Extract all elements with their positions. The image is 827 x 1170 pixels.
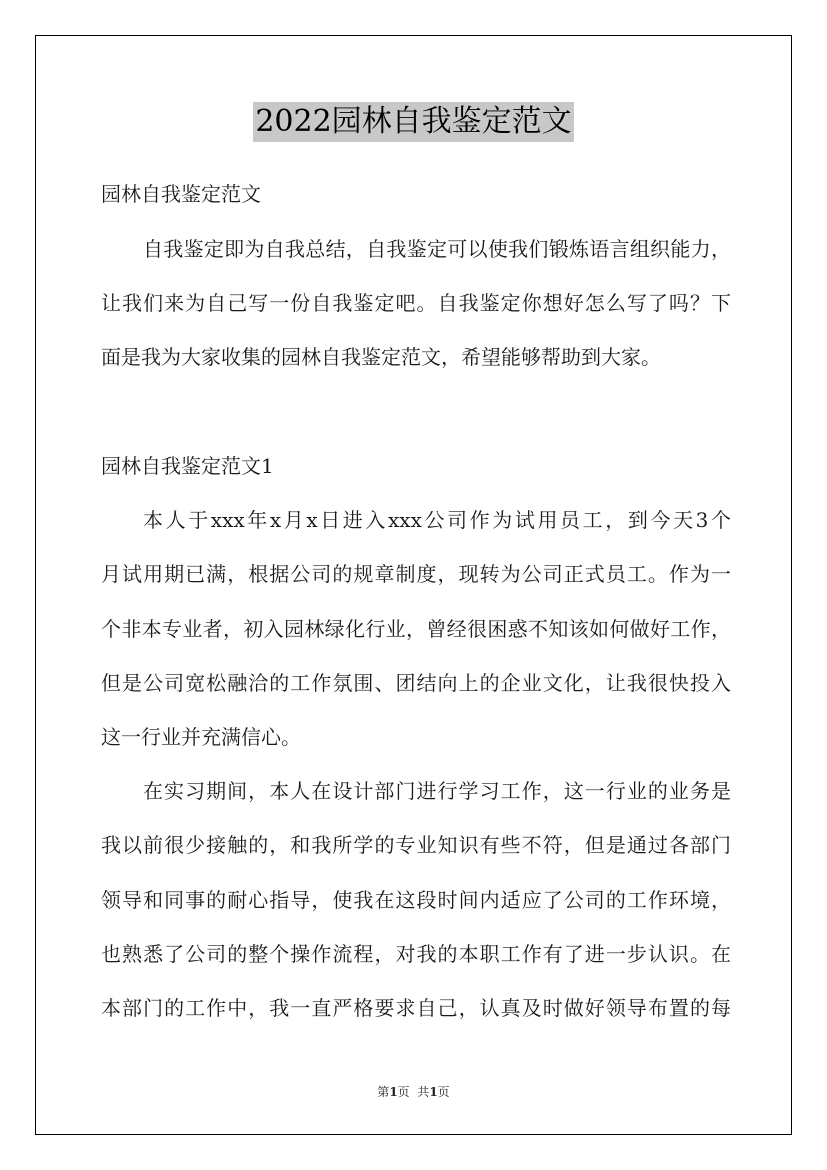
paragraph-line: 也熟悉了公司的整个操作流程，对我的本职工作有了进一步认识。在	[101, 942, 731, 966]
paragraph-line: 让我们来为自己写一份自我鉴定吧。自我鉴定你想好怎么写了吗？下	[101, 291, 731, 315]
footer-page-suffix: 页	[437, 1085, 450, 1099]
footer-page-current: 1	[389, 1085, 398, 1099]
footer-page-total: 1	[429, 1085, 438, 1099]
paragraph-line: 月试用期已满，根据公司的规章制度，现转为公司正式员工。作为一	[101, 562, 731, 586]
footer-page-mid: 页 共	[397, 1085, 430, 1099]
paragraph-line: 我以前很少接触的，和我所学的专业知识有些不符，但是通过各部门	[101, 833, 731, 857]
document-title: 2022园林自我鉴定范文	[253, 102, 573, 142]
footer-page-prefix: 第	[377, 1085, 390, 1099]
paragraph-line: 本人于xxx年x月x日进入xxx公司作为试用员工，到今天3个	[143, 508, 731, 532]
paragraph-line: 但是公司宽松融洽的工作氛围、团结向上的企业文化，让我很快投入	[101, 671, 731, 695]
section-heading-1: 园林自我鉴定范文1	[101, 454, 274, 478]
paragraph-line: 这一行业并充满信心。	[101, 725, 301, 749]
page-footer	[0, 1084, 827, 1100]
title-wrap	[0, 102, 827, 142]
paragraph-line: 自我鉴定即为自我总结，自我鉴定可以使我们锻炼语言组织能力，	[143, 237, 731, 261]
paragraph-line: 个非本专业者，初入园林绿化行业，曾经很困惑不知该如何做好工作，	[101, 617, 731, 641]
paragraph-line: 在实习期间，本人在设计部门进行学习工作，这一行业的业务是	[143, 779, 731, 803]
paragraph-line: 面是我为大家收集的园林自我鉴定范文，希望能够帮助到大家。	[101, 345, 661, 369]
section-heading-intro: 园林自我鉴定范文	[101, 182, 261, 206]
paragraph-line: 本部门的工作中，我一直严格要求自己，认真及时做好领导布置的每	[101, 996, 731, 1020]
paragraph-line: 领导和同事的耐心指导，使我在这段时间内适应了公司的工作环境，	[101, 888, 731, 912]
